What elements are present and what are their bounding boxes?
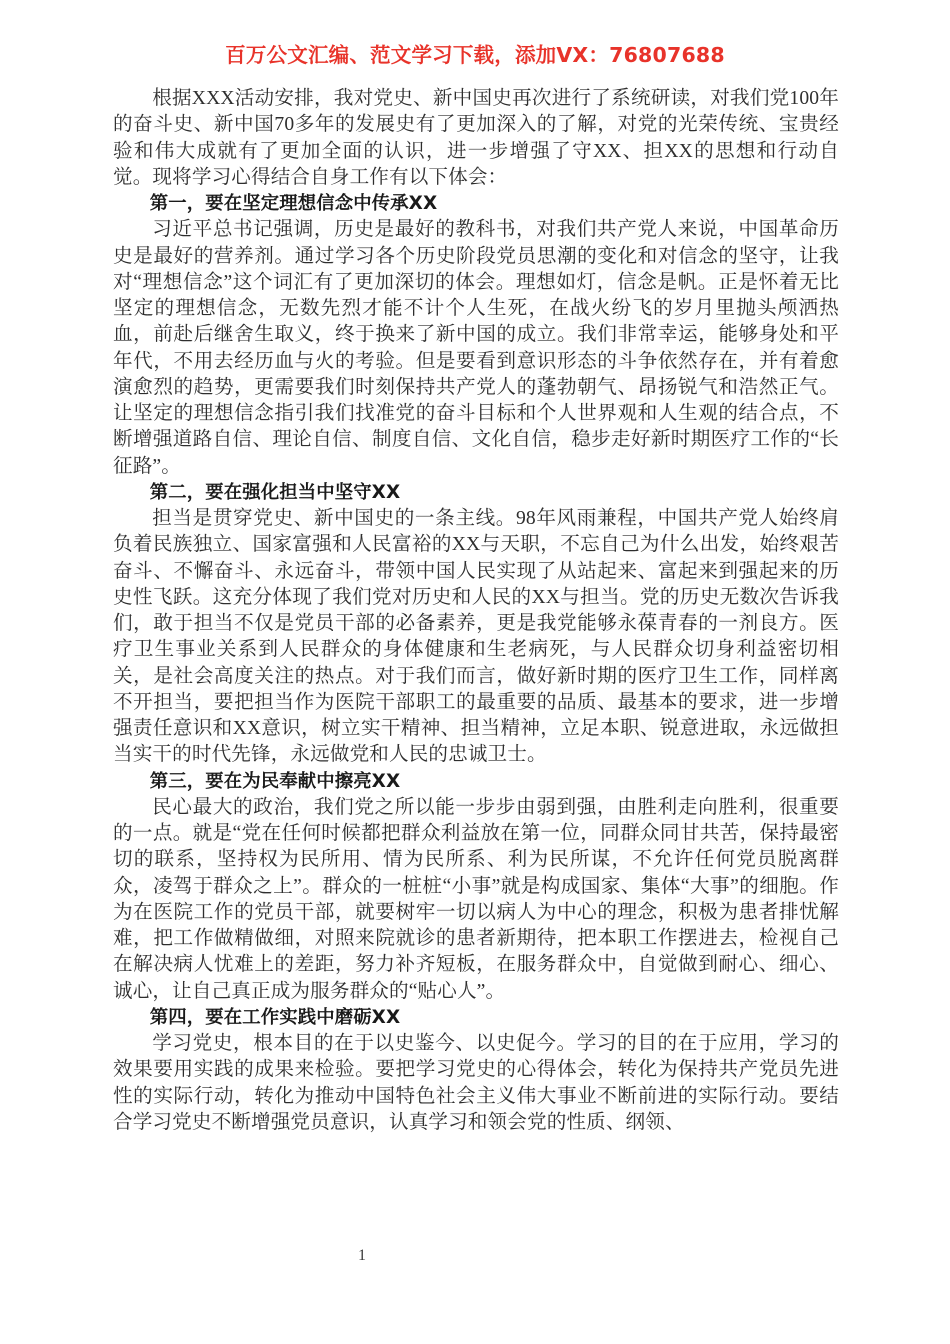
page-number-value: 1 <box>358 1247 366 1264</box>
heading-section-3: 第三，要在为民奉献中擦亮XX <box>149 770 401 792</box>
document-body <box>113 86 839 1136</box>
paragraph-section-4: 学习党史，根本目的在于以史鉴今、以史促今。学习的目的在于应用，学习的效果要用实践的成果来检验。要把学习党史的心得体会，转化为保持共产党员先进性的实际行动，转化为推动中国特色社会主义伟大事业不断前进的实际行动。要结合学习党史不断增强党员意识，认真学习和领会党的性质、纲领、 <box>113 1033 839 1133</box>
heading-section-2: 第二，要在强化担当中坚守XX <box>149 481 401 503</box>
paragraph-section-2: 担当是贯穿党史、新中国史的一条主线。98年风雨兼程，中国共产党人始终肩负着民族独立、国家富强和人民富裕的XX与天职，不忘自己为什么出发，始终艰苦奋斗、不懈奋斗、永远奋斗，带领中国人民实现了从站起来、富起来到强起来的历史性飞跃。这充分体现了我们党对历史和人民的XX与担当。党的历史无数次告诉我们，敢于担当不仅是党员干部的必备素养，更是我党能够永葆青春的一剂良方。医疗卫生事业关系到人民群众的身体健康和生老病死，与人民群众切身利益密切相关，是社会高度关注的热点。对于我们而言，做好新时期的医疗卫生工作，同样离不开担当，要把担当作为医院干部职工的最重要的品质、最基本的要求，进一步增强责任意识和XX意识，树立实干精神、担当精神，立足本职、锐意进取，永远做担当实干的时代先锋，永远做党和人民的忠诚卫士。 <box>113 508 839 766</box>
page-number <box>0 1247 950 1265</box>
paragraph-intro: 根据XXX活动安排，我对党史、新中国史再次进行了系统研读，对我们党100年的奋斗史、新中国70多年的发展史有了更加深入的了解，对党的光荣传统、宝贵经验和伟大成就有了更加全面的认识，进一步增强了守XX、担XX的思想和行动自觉。现将学习心得结合自身工作有以下体会： <box>113 88 839 188</box>
heading-section-1: 第一，要在坚定理想信念中传承XX <box>149 193 438 214</box>
heading-section-4: 第四，要在工作实践中磨砺XX <box>149 1006 401 1028</box>
paragraph-section-1: 习近平总书记强调，历史是最好的教科书，对我们共产党人来说，中国革命历史是最好的营养剂。通过学习各个历史阶段党员思潮的变化和对信念的坚守，让我对“理想信念”这个词汇有了更加深切的体会。理想如灯，信念是帆。正是怀着无比坚定的理想信念，无数先烈才能不计个人生死，在战火纷飞的岁月里抛头颅洒热血，前赴后继舍生取义，终于换来了新中国的成立。我们非常幸运，能够身处和平年代，不用去经历血与火的考验。但是要看到意识形态的斗争依然存在，并有着愈演愈烈的趋势，更需要我们时刻保持共产党人的蓬勃朝气、昂扬锐气和浩然正气。让坚定的理想信念指引我们找准党的奋斗目标和个人世界观和人生观的结合点，不断增强道路自信、理论自信、制度自信、文化自信，稳步走好新时期医疗工作的“长征路”。 <box>113 219 839 477</box>
promo-banner-text: 百万公文汇编、范文学习下载，添加VX：76807688 <box>225 43 725 67</box>
paragraph-section-3: 民心最大的政治，我们党之所以能一步步由弱到强，由胜利走向胜利，很重要的一点。就是“党在任何时候都把群众利益放在第一位，同群众同甘共苦，保持最密切的联系，坚持权为民所用、情为民所系、利为民所谋，不允许任何党员脱离群众，凌驾于群众之上”。群众的一桩桩“小事”就是构成国家、集体“大事”的细胞。作为在医院工作的党员干部，就要树牢一切以病人为中心的理念，积极为患者排忧解难，把工作做精做细，对照来院就诊的患者新期待，把本职工作摆进去，检视自己在解决病人忧难上的差距，努力补齐短板，在服务群众中，自觉做到耐心、细心、诚心，让自己真正成为服务群众的“贴心人”。 <box>113 796 839 1002</box>
